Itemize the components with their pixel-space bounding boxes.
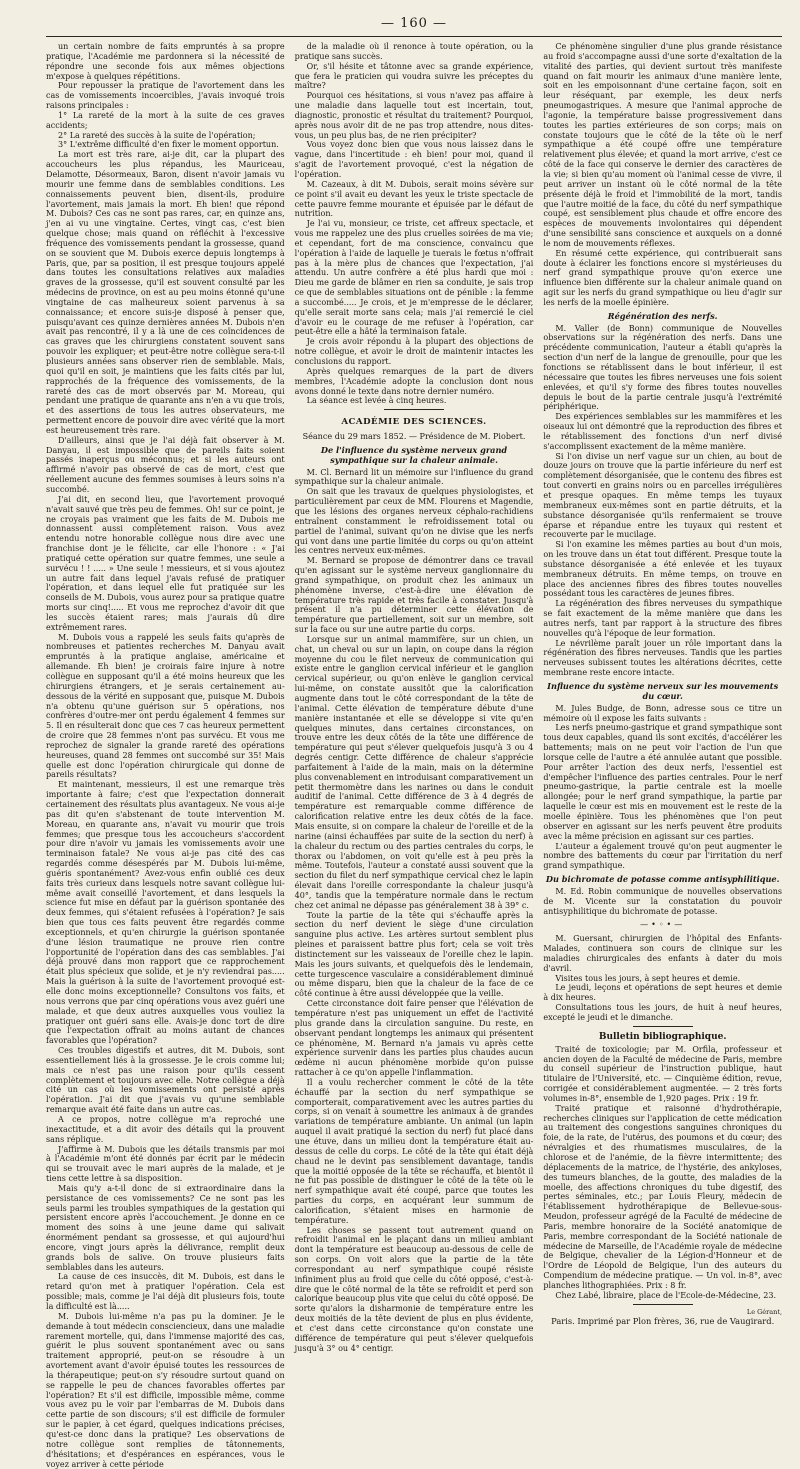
paragraph: A ce propos, notre collègue m'a reproché une inexactitude, et a dit avoir des détails qui la prouvent sans réplique.	[46, 1114, 285, 1144]
regen-title: Régénération des nerfs.	[607, 310, 718, 321]
paragraph: La régénération des fibres nerveuses du sympathique se fait exactement de la même manière que dans les autres nerfs, tant par rapport à la structure des fibres nouvelles qu'à l'époque de leur formation.	[543, 599, 783, 638]
paragraph: Il a voulu rechercher comment le côté de la tête échauffé par la section du nerf sympathique se comporterait, comparativement avec les autres parties du corps, si on venait à soumettre les animaux à de grandes variations de température ambiante. Un animal (un lapin auquel il avait pratiqué la section du nerf) fut placé dans une étuve, dans un milieu dont la température était au-dessus de celle du corps. Le côté de la tête qui était déjà chaud ne le devint pas sensiblement davantage, tandis que la moitié opposée de la tête se réchauffa, et bientôt il ne fut pas possible de distinguer le côté de la tête où le nerf sympathique avait été coupé, parce que toutes les parties du corps, en acquérant leur summum de calorification, s'étaient mises en harmonie de température.	[294, 1077, 534, 1225]
influence-article-end	[543, 42, 782, 308]
column-2	[294, 42, 534, 1353]
regen-article	[543, 324, 782, 678]
paragraph: Ces troubles digestifs et autres, dit M. Dubois, sont essentiellement liés à la grossesse. Je le crois comme lui; mais ce n'est pas une raison pour qu'ils cessent complètement et toujours avec elle. Notre collègue a déjà cité un cas où les vomissements ont persisté après l'opération. J'ai dit que j'avais vu qu'une semblable remarque avait été faite dans un autre cas.	[46, 1046, 285, 1115]
paragraph: Si l'on divise un nerf vague sur un chien, au bout de douze jours on trouve que la partie inférieure du nerf est complètement désorganisée, que le contenu des fibres est tout converti en grains noirs ou en parcelles irrégulières et presque opaques. En même temps les tuyaux membraneux eux-mêmes sont en partie détruits, et la substance désorganisée qu'ils renfermaient se trouve éparse et répandue entre les tuyaux qui restent et recouverte par le mucilage.	[543, 451, 783, 540]
page-number: — 160 —	[380, 16, 448, 31]
paragraph: Toute la partie de la tête qui s'échauffe après la section du nerf devient le siège d'une circulation sanguine plus active. Les artères surtout semblent plus pleines et paraissent battre plus fort; cela se voit très distinctement sur les vaisseaux de l'oreille chez le lapin. Mais les jours suivants, et quelquefois dès le lendemain, cette turgescence vasculaire a considérablement diminué ou même disparu, bien que la chaleur de la face de ce côté continue à être aussi développée que la veille.	[294, 910, 534, 999]
paragraph: de la maladie où il renonce à toute opération, ou la pratique sans succès.	[294, 42, 534, 61]
paragraph: Vous voyez donc bien que vous nous laissez dans le vague, dans l'incertitude : eh bien! pour moi, quand il s'agit de l'avortement provoqué, c'est la négation de l'opération.	[294, 140, 534, 179]
paragraph: M. Cl. Bernard lit un mémoire sur l'influence du grand sympathique sur la chaleur animale.	[294, 467, 534, 487]
paragraph: 1° La rareté de la mort à la suite de ces graves accidents;	[46, 110, 285, 130]
paragraph: Des expériences semblables sur les mammifères et les oiseaux lui ont démontré que la reproduction des fibres et le rétablissement des fonctions d'un nerf divisé s'accomplissent exactement de la même manière.	[543, 412, 783, 451]
academy-session: Séance du 29 mars 1852. — Présidence de M. Piobert.	[302, 432, 526, 442]
paragraph: M. Dubois vous a rappelé les seuls faits qu'après de nombreuses et patientes recherches M. Danyau avait empruntés à la pratique anglaise, américaine et allemande. Eh bien! je croirais faire injure à notre collègue en supposant qu'il a été moins heureux que les chirurgiens étrangers, et je serais certainement au-dessous de la vérité en supposant que, puisque M. Dubois n'a obtenu qu'une guérison sur 5 opérations, nos confrères d'outre-mer ont perdu également 4 femmes sur 5. Il en résulterait donc que ces 7 cas heureux permettent de croire que 28 femmes n'ont pas survécu. Et vous me reprochez de signaler la grande rareté des opérations heureuses, quand 28 femmes ont succombé sur 35! Mais quelle est donc l'opération chirurgicale qui donne de pareils résultats?	[46, 632, 285, 780]
paragraph: Traité pratique et raisonné d'hydrothérapie, recherches cliniques sur l'application de cette médication au traitement des congestions sanguines chroniques du foie, de la rate, de l'utérus, des poumons et du cœur; des névralgies et des rhumatismes musculaires, de la chlorose et de l'anémie, de la fièvre intermittente; des déplacements de la matrice, de l'hystérie, des ankyloses, des tumeurs blanches, de la goutte, des maladies de la moelle, des affections chroniques du tube digestif, des pertes séminales, etc.; par Louis Fleury, médecin de l'établissement hydrothérapique de Bellevue-sous-Meudon, professeur agrégé de la Faculté de médecine de Paris, membre honoraire de la Société anatomique de Paris, membre correspondant de la Société nationale de médecine de Marseille, de l'Académie royale de médecine de Belgique, chevalier de la Légion-d'Honneur et de l'Ordre de Léopold de Belgique, l'un des auteurs du Compendium de médecine pratique. — Un vol. in-8°, avec planches lithographiées. Prix : 8 fr.	[543, 1103, 783, 1290]
paragraph: Mais qu'y a-t-il donc de si extraordinaire dans la persistance de ces vomissements? Ce ne sont pas les seuls parmi les troubles sympathiques de la gestation qui persistent encore après l'accouchement. Je donne en ce moment des soins à une jeune dame qui salivait énormément pendant sa grossesse, et qui aujourd'hui encore, vingt jours après la délivrance, remplit deux grands bols de salive. On trouve plusieurs faits semblables dans les auteurs.	[46, 1183, 285, 1272]
imprint: Paris. Imprimé par Plon frères, 36, rue de Vaugirard.	[551, 1316, 775, 1327]
paragraph: un certain nombre de faits empruntés à sa propre pratique, l'Académie me pardonnera si la nécessité de répondre une seconde fois aux mêmes objections m'expose à quelques répétitions.	[46, 42, 285, 81]
bulletin-title: Bulletin bibliographique.	[598, 1031, 727, 1042]
header-rule	[46, 36, 782, 37]
paragraph: En résumé cette expérience, qui contribuerait sans doute à éclairer les fonctions encore si mystérieuses du nerf grand sympathique prouve qu'on exerce une influence bien différente sur la chaleur animale quand on agit sur les nerfs du grand sympathique ou lieu d'agir sur les nerfs de la moelle épinière.	[543, 248, 783, 307]
paragraph: Visites tous les jours, à sept heures et demie.	[555, 973, 741, 983]
paragraph: Or, s'il hésite et tâtonne avec sa grande expérience, que fera le praticien qui voudra suivre les préceptes du maître?	[294, 61, 534, 91]
academy-title: ACADÉMIE DES SCIENCES.	[341, 417, 487, 428]
text-columns	[46, 42, 783, 1469]
paragraph: Lorsque sur un animal mammifère, sur un chien, un chat, un cheval ou sur un lapin, on coupe dans la région moyenne du cou le filet nerveux de communication qui existe entre le ganglion cervical inférieur et le ganglion cervical supérieur, ou qu'on enlève le ganglion cervical lui-même, on constate aussitôt que la calorification augmente dans tout le côté correspondant de la tête de l'animal. Cette élévation de température débute d'une manière instantanée et elle se développe si vite qu'en quelques minutes, dans certaines circonstances, on trouve entre les deux côtés de la tête une différence de température qui peut s'élever quelquefois jusqu'à 3 ou 4 degrés centigr. Cette différence de chaleur s'apprécie parfaitement à l'aide de la main, mais on la détermine plus convenablement en introduisant comparativement un petit thermomètre dans les narines ou dans le conduit auditif de l'animal. Cette différence de 3 à 4 degrés de température est remarquable comme différence de calorification relative entre les deux côtés de la face. Mais ensuite, si on compare la chaleur de l'oreille et de la narine (ainsi échauffées par suite de la section du nerf) à la chaleur du rectum ou des parties centrales du corps, le thorax ou l'abdomen, on voit qu'elle est à peu près la même. Toutefois, l'auteur a constaté aussi souvent que la section du filet du nerf sympathique cervical chez le lapin élevait dans l'oreille correspondante la chaleur jusqu'à 40°, tandis que la température normale dans le rectum chez cet animal ne dépasse pas généralement 38 à 39° c.	[294, 634, 534, 910]
paragraph: Pourquoi ces hésitations, si vous n'avez pas affaire à une maladie dans laquelle tout est incertain, tout, diagnostic, pronostic et résultat du traitement? Pourquoi, après nous avoir dit de ne pas trop attendre, nous dites-vous, un peu plus bas, de ne rien précipiter?	[294, 91, 534, 140]
paragraph: Ce phénomène singulier d'une plus grande résistance au froid s'accompagne aussi d'une sorte d'exaltation de la vitalité des parties, qui devient surtout très manifeste quand on fait mourir les animaux d'une manière lente, soit en les empoisonnant d'une certaine façon, soit en leur réséquant, par exemple, les deux nerfs pneumogastriques. A mesure que l'animal approche de l'agonie, la température baisse progressivement dans toutes les parties extérieures de son corps; mais on constate toujours que le côté de la tête où le nerf sympathique a été coupé offre une température relativement plus élevée; et quand la mort arrive, c'est ce côté de la face qui conserve le dernier des caractères de la vie; si bien qu'au moment où l'animal cesse de vivre, il peut arriver un instant où le côté normal de la tête présente déjà le froid et l'immobilité de la mort, tandis que l'autre moitié de la face, du côté du nerf sympathique coupé, est sensiblement plus chaude et offre encore des espèces de mouvements involontaires qui dépendent d'une sensibilité sans conscience et auxquels on a donné le nom de mouvements réflexes.	[543, 42, 783, 248]
influence-article	[295, 468, 534, 1354]
paragraph: L'auteur a également trouvé qu'on peut augmenter le nombre des battements du cœur par l'irritation du nerf grand sympathique.	[543, 841, 783, 871]
footer-rule	[633, 1304, 693, 1305]
paragraph: Les nerfs pneumo-gastrique et grand sympathique sont tous deux capables, quand ils sont excités, d'accélérer les battements; mais on ne peut voir l'action de l'un que lorsque celle de l'autre a été annulée autant que possible. Pour arrêter l'action des deux nerfs, l'essentiel est d'empêcher l'influence des parties centrales. Pour le nerf pneumo-gastrique, la partie centrale est la moelle allongée; pour le nerf grand sympathique, la partie par laquelle le cœur est mis en mouvement est le reste de la moelle épinière. Tous les phénomènes que l'on peut observer en agissant sur les nerfs peuvent être produits avec la même précision en agissant sur ces parties.	[543, 723, 783, 841]
paragraph: Consultations tous les jours, de huit à neuf heures, excepté le jeudi et le dimanche.	[543, 1003, 783, 1022]
paragraph: D'ailleurs, ainsi que je l'ai déjà fait observer à M. Danyau, il est impossible que de pareils faits soient passés inaperçus ou méconnus; et si les auteurs ont affirmé n'avoir pas observé de cas de mort, c'est que réellement aucune des femmes soumises à leurs soins n'a succombé.	[46, 435, 285, 494]
paragraph: Après quelques remarques de la part de divers membres, l'Académie adopte la conclusion dont nous avons donné le texte dans notre dernier numéro.	[294, 366, 534, 396]
column-1	[46, 42, 285, 1469]
paragraph: Cette circonstance doit faire penser que l'élévation de température n'est pas uniquement un effet de l'activité plus grande dans la circulation sanguine. Du reste, en observant pendant longtemps les animaux qui présentent ce phénomène, M. Bernard n'a jamais vu après cette expérience survenir dans les parties plus chaudes aucun œdème ni aucun phénomène morbide qu'on puisse rattacher à ce qu'on appelle l'inflammation.	[294, 999, 534, 1078]
paragraph: La séance est levée à cinq heures.	[306, 396, 447, 406]
bulletin-rule	[633, 1026, 693, 1027]
paragraph: 3° L'extrême difficulté d'en fixer le moment opportun.	[58, 140, 279, 150]
potash-article	[543, 887, 782, 917]
paragraph: Les choses se passent tout autrement quand on refroidit l'animal en le plaçant dans un milieu ambiant dont la température est beaucoup au-dessous de celle de son corps. On voit alors que la partie de la tête correspondant au nerf sympathique coupé résiste infiniment plus au froid que celle du côté opposé, c'est-à-dire que le côté normal de la tête se refroidit et perd son calorique beaucoup plus vite que celui du côté opposé. De sorte qu'alors la disharmonie de température entre les deux moitiés de la tête devient de plus en plus évidente, et c'est dans cette circonstance qu'on constate une différence de température qui peut s'élever quelquefois jusqu'à 3° ou 4° centigr.	[294, 1225, 534, 1353]
paragraph: M. Guersant, chirurgien de l'hôpital des Enfants-Malades, continuera son cours de clinique sur les maladies chirurgicales des enfants à dater du mois d'avril.	[543, 934, 783, 973]
heart-article	[543, 704, 782, 871]
column-3	[543, 42, 783, 1327]
influence-title: De l'influence du système nerveux grand sympathique sur la chaleur animale.	[320, 444, 508, 465]
paragraph: M. Jules Budge, de Bonn, adresse sous ce titre un mémoire où il expose les faits suivants :	[543, 703, 783, 723]
paragraph: Je l'ai vu, monsieur, ce triste, cet affreux spectacle, et vous me rappelez une des plus cruelles soirées de ma vie; et cependant, fort de ma conscience, convaincu que l'opération à l'aide de laquelle je tuerais le fœtus n'offrait pas à la mère plus de chances que l'expectation, j'ai attendu. Un autre confrère a été plus hardi que moi : Dieu me garde de blâmer en rien sa conduite, je sais trop ce que de semblables situations ont de pénible : la femme a succombé..... Je crois, et je m'empresse de le déclarer, qu'elle serait morte sans cela; mais j'ai remercié le ciel d'avoir eu le courage de me refuser à l'opération, car peut-être elle a hâté la terminaison fatale.	[294, 219, 534, 337]
paragraph: M. Cazeaux, à dit M. Dubois, serait moins sévère sur ce point s'il avait eu devant les yeux le triste spectacle de cette pauvre femme mourante et épuisée par le défaut de nutrition.	[294, 179, 534, 219]
paragraph: Traité de toxicologie; par M. Orfila, professeur et ancien doyen de la Faculté de médecine de Paris, membre du conseil supérieur de l'instruction publique, haut titulaire de l'Université, etc. — Cinquième édition, revue, corrigée et considérablement augmentée. — 2 très forts volumes in-8°, ensemble de 1,920 pages. Prix : 19 fr.	[543, 1044, 783, 1103]
heart-title: Influence du système nerveux sur les mouvements du cœur.	[547, 681, 779, 701]
paragraph: M. Ed. Robin communique de nouvelles observations de M. Vicente sur la constatation du pouvoir antisyphilitique du bichromate de potasse.	[543, 886, 783, 916]
paragraph: Le névrilème paraît jouer un rôle important dans la régénération des fibres nerveuses. Tandis que les parties nerveuses subissent toutes les altérations décrites, cette membrane reste encore intacte.	[543, 638, 783, 678]
paragraph: La mort est très rare, ai-je dit, car la plupart des accoucheurs les plus répandus, les Mauriceau, Delamotte, Désormeaux, Baron, disent n'avoir jamais vu mourir une femme dans de semblables conditions. Les connaissements peuvent bien, disent-ils, produire l'avortement, mais jamais la mort. Eh bien! que répond M. Dubois? Ces cas ne sont pas rares, car, en quinze ans, j'en ai vu une vingtaine. Certes, vingt cas, c'est bien quelque chose; mais quand on réfléchit à l'excessive fréquence des vomissements pendant la grossesse, quand on se souvient que M. Dubois exerce depuis longtemps à Paris, que, par sa position, il est presque toujours appelé dans toutes les consultations relatives aux maladies graves de la grossesse, qu'il est souvent consulté par les médecins de province, on est au peu moins étonné qu'une vingtaine de cas malheureux soient parvenus à sa connaissance; et encore suis-je disposé à penser que, puisqu'avant ces quinze dernières années M. Dubois n'en avait pas rencontré, il y a là une de ces coïncidences de cas graves que les chirurgiens constatent souvent sans pouvoir les expliquer; et peut-être notre collègue sera-t-il plusieurs années sans observer rien de semblable. Mais, quoi qu'il en soit, je maintiens que les faits cités par lui, rapprochés de la fréquence des vomissements, de la rareté des cas de mort observés par M. Moreau, qui pendant une pratique de quarante ans n'en a vu que trois, et des assertions de tous les autres observateurs, me permettent encore de pouvoir dire avec vérité que la mort est heureusement très rare.	[46, 150, 285, 435]
section-rule	[384, 409, 444, 410]
paragraph: On sait que les travaux de quelques physiologistes, et particulièrement par ceux de MM. Flourens et Magendie, que les lésions des organes nerveux céphalo-rachidiens entraînent constamment le refroidissement total ou partiel de l'animal, suivant qu'on ne divise que les nerfs qui vont dans une partie limitée du corps ou qu'on atteint les centres nerveux eux-mêmes.	[294, 487, 534, 556]
gerant: Le Gérant,	[746, 1307, 783, 1316]
ornament-divider: —•◦•—	[640, 920, 686, 930]
paragraph: La cause de ces insuccès, dit M. Dubois, est dans le retard qu'on met à pratiquer l'opération. Cela est possible; mais, comme je l'ai déjà dit plusieurs fois, toute la difficulté est là.....	[46, 1272, 285, 1311]
bulletin-entries	[543, 1045, 782, 1301]
paragraph: Pour repousser la pratique de l'avortement dans les cas de vomissements incoercibles, j'avais invoqué trois raisons principales :	[46, 81, 285, 111]
guersant-notice	[543, 934, 782, 1023]
paragraph: Le jeudi, leçons et opérations de sept heures et demie à dix heures.	[543, 983, 783, 1003]
paragraph: J'affirme à M. Dubois que les détails transmis par moi à l'Académie m'ont été donnés par écrit par le médecin qui se trouvait avec le mari auprès de la malade, et je tiens cette lettre à sa disposition.	[46, 1144, 285, 1184]
paragraph: Chez Labé, libraire, place de l'Ecole-de-Médecine, 23.	[555, 1290, 777, 1300]
paragraph: M. Bernard se propose de démontrer dans ce travail qu'en agissant sur le système nerveux ganglionnaire du grand sympathique, on produit chez les animaux un phénomène inverse, c'est-à-dire une élévation de température très rapide et très facile à constater. Jusqu'à présent il n'a pu déterminer cette élévation de température que partiellement, soit sur un membre, soit sur la face ou sur une autre partie du corps.	[294, 556, 534, 635]
paragraph: Si l'on examine les mêmes parties au bout d'un mois, on les trouve dans un état tout différent. Presque toute la substance désorganisée a été enlevée et les tuyaux membraneux détruits. En même temps, on trouve en place des anciennes fibres des fibres toutes nouvelles possédant tous les caractères de jeunes fibres.	[543, 540, 783, 599]
page-header	[46, 12, 782, 34]
academy-medicine-continuation	[295, 42, 534, 406]
paragraph: Et maintenant, messieurs, il est une remarque très importante à faire; c'est que l'expectation donnerait certainement des résultats plus avantageux. Ne vous ai-je pas dit qu'en s'abstenant de toute intervention M. Moreau, en quarante ans, n'avait vu mourir que trois femmes; que presque tous les accoucheurs s'accordent pour dire n'avoir vu jamais les vomissements avoir une terminaison fatale? Ne vous ai-je pas cité des cas regardés comme désespérés par M. Dubois lui-même, guéris spontanément? Avez-vous enfin oublié ces deux faits très curieux dans lesquels notre savant collègue lui-même avait conseillé l'avortement, et dans lesquels la science fut mise en défaut par la guérison spontanée des deux femmes, qui s'étaient refusées à l'opération? Je sais bien que tous ces faits peuvent être regardés comme exceptionnels, et qu'en chirurgie la guérison spontanée d'une lésion traumatique ne prouve rien contre l'opportunité de l'opération dans des cas semblables. J'ai déjà prouvé dans mon rapport que ce rapprochement était plus spécieux que solide, et je n'y reviendrai pas..... Mais la guérison à la suite de l'avortement provoqué est-elle donc moins exceptionnelle? Consultons vos faits, et nous verrons que par cinq opérations vous avez guéri une malade, et que deux autres auxquelles vous vouliez la pratiquer ont guéri sans elle. Avais-je donc tort de dire que l'expectation offrait au moins autant de chances favorables que l'opération?	[46, 780, 285, 1046]
paragraph: Je crois avoir répondu à la plupart des objections de notre collègue, et avoir le droit de maintenir intactes les conclusions du rapport.	[294, 337, 534, 366]
paragraph: 2° La rareté des succès à la suite de l'opération;	[58, 130, 256, 140]
paragraph: M. Valler (de Bonn) communique de Nouvelles observations sur la régénération des nerfs. Dans une précédente communication, l'auteur a établi qu'après la section d'un nerf de la langue de grenouille, pour que les fonctions se rétablissent dans le bout inférieur, il est nécessaire que toutes les fibres nerveuses une fois soient enlevées, et qu'il s'y forme des fibres toutes nouvelles depuis le bout de la partie centrale jusqu'à l'extrémité périphérique.	[543, 323, 783, 412]
paragraph: J'ai dit, en second lieu, que l'avortement provoqué n'avait sauvé que très peu de femmes. Oh! sur ce point, je ne croyais pas vraiment que les faits de M. Dubois me donnassent aussi complètement raison. Vous avez entendu notre honorable collègue nous dire avec une franchise dont je le félicite, car elle l'honore : « J'ai pratiqué cette opération sur quatre femmes, une seule a survécu ! ! ..... » Une seule ! messieurs, et si vous ajoutez un autre fait dans lequel j'avais refusé de pratiquer l'opération, et dans lequel elle fut pratiquée sur les conseils de M. Dubois, vous aurez pour sa pratique quatre morts sur cinq!..... Et vous me reprochez d'avoir dit que les succès étaient rares; mais j'aurais dû dire extrêmement rares.	[46, 494, 285, 632]
potash-title: Du bichromate de potasse comme antisyphilitique.	[545, 874, 780, 885]
paragraph: M. Dubois lui-même n'a pas pu la dominer. Je le demande à tout médecin consciencieux, dans une maladie rarement mortelle, qui, dans l'immense majorité des cas, guérit le plus souvent spontanément avec ou sans traitement approprié, peut-on se résoudre à un avortement avant d'avoir épuisé toutes les ressources de la thérapeutique; peut-on s'y résoudre surtout quand on se rappelle le peu de chances favorables offertes par l'opération? Et s'il est difficile, impossible même, comme vous avez pu le voir par l'embarras de M. Dubois dans cette partie de son discours; s'il est difficile de formuler sur le papier, à cet égard, quelques indications précises, qu'est-ce donc dans la pratique? Les observations de notre collègue sont remplies de tâtonnements, d'hésitations; et d'espérances en espérances, vous le voyez arriver à cette période	[46, 1311, 285, 1469]
